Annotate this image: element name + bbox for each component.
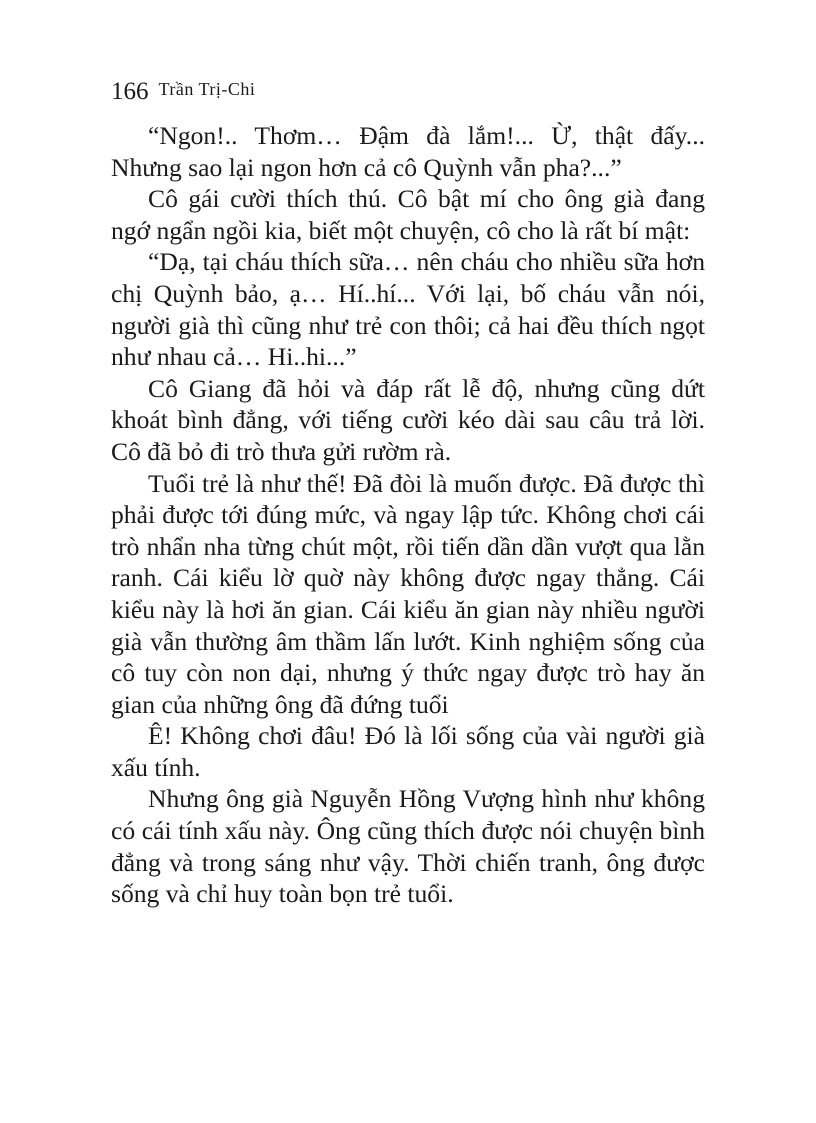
header-author: Trần Trị-Chi xyxy=(158,79,256,99)
paragraph: Tuổi trẻ là như thế! Đã đòi là muốn được. Đã được thì phải được tới đúng mức, và ngay lập tức. Không chơi cái trò nhẩn nha từng chút một, rồi tiến dần dần vượt qua lằn ranh. Cái kiểu lờ quờ này không được ngay thẳng. Cái kiểu này là hơi ăn gian. Cái kiểu ăn gian này nhiều người già vẫn thường âm thầm lấn lướt. Kinh nghiệm sống của cô tuy còn non dại, nhưng ý thức ngay được trò hay ăn gian của những ông đã đứng tuổi xyxy=(111,468,705,719)
paragraph: “Dạ, tại cháu thích sữa… nên cháu cho nhiều sữa hơn chị Quỳnh bảo, ạ… Hí..hí... Với lại, bố cháu vẫn nói, người già thì cũng như trẻ con thôi; cả hai đều thích ngọt như nhau cả… Hi..hi...” xyxy=(111,247,705,372)
body-text xyxy=(111,120,705,910)
book-page xyxy=(111,78,705,910)
paragraph: Nhưng ông già Nguyễn Hồng Vượng hình như không có cái tính xấu này. Ông cũng thích được nói chuyện bình đẳng và trong sáng như vậy. Thời chiến tranh, ông được sống và chỉ huy toàn bọn trẻ tuổi. xyxy=(111,784,705,909)
paragraph: Ê! Không chơi đâu! Đó là lối sống của vài người già xấu tính. xyxy=(111,721,705,782)
paragraph: Cô gái cười thích thú. Cô bật mí cho ông già đang ngớ ngẩn ngồi kia, biết một chuyện, cô cho là rất bí mật: xyxy=(111,184,705,245)
running-header xyxy=(111,78,705,106)
paragraph: “Ngon!.. Thơm… Đậm đà lắm!... Ừ, thật đấy... Nhưng sao lại ngon hơn cả cô Quỳnh vẫn pha?...” xyxy=(111,121,705,182)
paragraph: Cô Giang đã hỏi và đáp rất lễ độ, nhưng cũng dứt khoát bình đẳng, với tiếng cười kéo dài sau câu trả lời. Cô đã bỏ đi trò thưa gửi rườm rà. xyxy=(111,373,705,466)
page-number: 166 xyxy=(111,78,149,105)
